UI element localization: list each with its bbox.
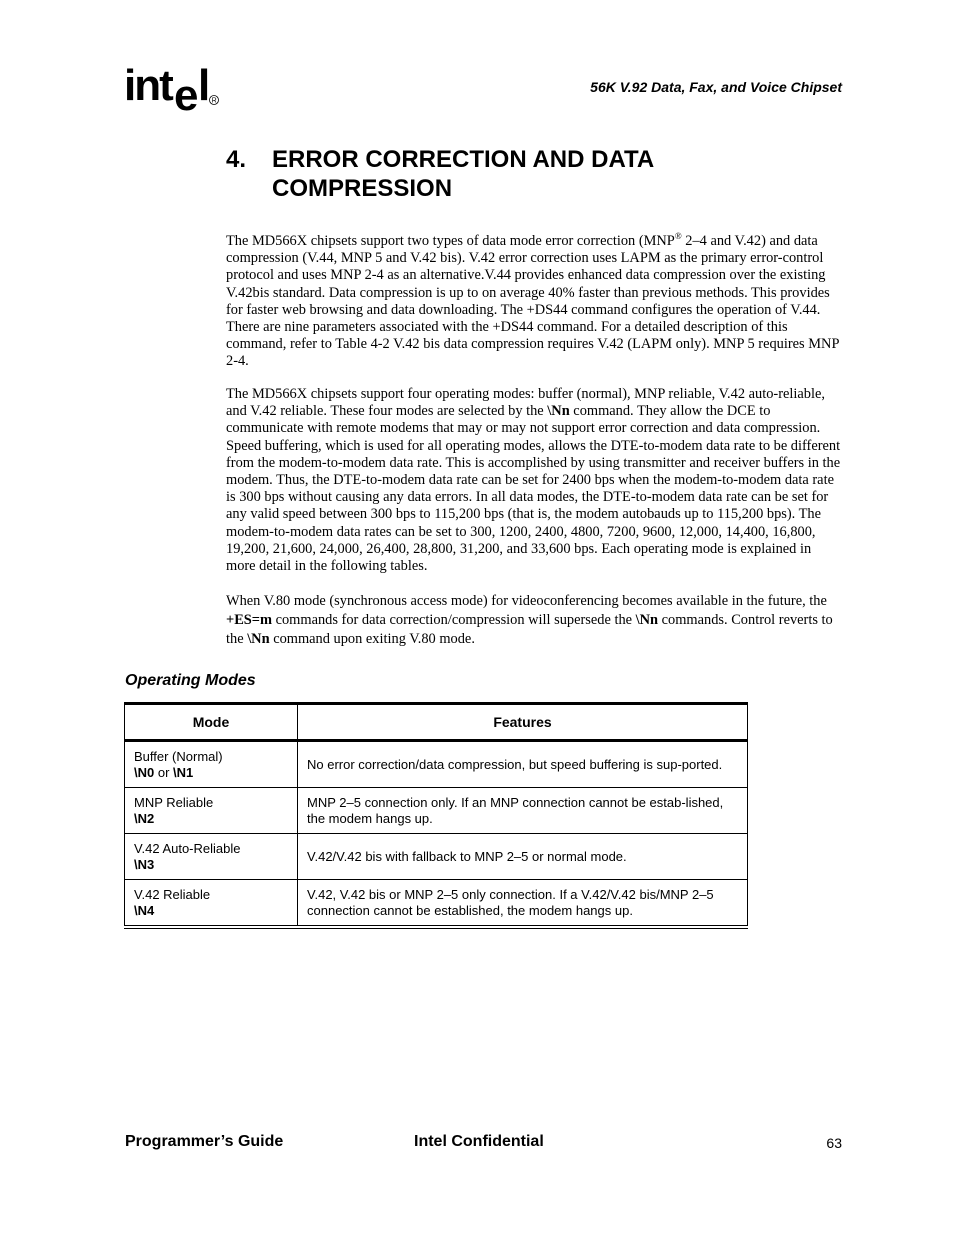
mode-name: V.42 Reliable	[134, 886, 211, 902]
paragraph-text: The MD566X chipsets support four operating modes: buffer (normal), MNP reliable, V.42 auto-reliable, and V.42 reliable. These four modes are selected by the	[226, 386, 825, 420]
paragraph-error-correction	[226, 233, 842, 371]
mode-cell	[125, 741, 298, 788]
paragraph-operating-modes	[226, 386, 842, 575]
mode-command: \N2	[134, 810, 155, 826]
registered-mark: ®	[674, 231, 682, 241]
table-row	[125, 788, 748, 834]
table-row	[125, 834, 748, 880]
mode-command: \N1	[173, 764, 194, 780]
footer-guide-title: Programmer’s Guide	[125, 1133, 284, 1150]
command-code: \Nn	[547, 403, 570, 420]
svg-text:l: l	[198, 61, 211, 110]
command-code: \Nn	[635, 612, 659, 628]
mode-name: V.42 Auto-Reliable	[134, 840, 241, 856]
features-cell: MNP 2–5 connection only. If an MNP connection cannot be estab-lished, the modem hangs up.	[298, 788, 748, 834]
mode-name: MNP Reliable	[134, 794, 214, 810]
paragraph-text: command. They allow the DCE to communicate with remote modems that may or may not support error correction and data compression. Speed buffering, which is used for all operating modes, allows the DTE-to-modem data rate to be different from the modem-to-modem data rate. This is accomplished by using transmitter and receiver buffers in the modem. Thus, the DTE-to-modem data rate can be set for 2400 bps when the modem-to-modem data rate is 300 bps without causing any data errors. In all data modes, the DTE-to-modem data rate can be set for any valid speed between 300 bps to 115,200 bps (that is, the modem autobauds up to 115,200 bps). The modem-to-modem data rates can be set to 300, 1200, 2400, 4800, 7200, 9600, 12,000, 14,400, 16,800, 19,200, 21,600, 24,000, 26,400, 28,800, 31,200, and 33,600 bps. Each operating mode is explained in more detail in the following tables.	[226, 403, 841, 575]
mode-cell	[125, 834, 298, 880]
page-number: 63	[826, 1135, 842, 1151]
command-code: +ES=m	[226, 612, 272, 628]
paragraph-text: commands. Control reverts to the	[226, 612, 833, 647]
command-join: or	[154, 764, 174, 780]
svg-text:int: int	[124, 61, 172, 110]
running-head: 56K V.92 Data, Fax, and Voice Chipset	[590, 79, 842, 95]
table-caption: Operating Modes	[125, 672, 256, 689]
paragraph-v80-mode	[226, 592, 842, 649]
features-cell: V.42, V.42 bis or MNP 2–5 only connection. If a V.42/V.42 bis/MNP 2–5 connection cannot be established, the modem hangs up.	[298, 880, 748, 928]
features-cell: No error correction/data compression, but speed buffering is sup-ported.	[298, 741, 748, 788]
chapter-number: 4.	[226, 146, 247, 173]
column-header-mode: Mode	[125, 704, 298, 741]
table-row	[125, 741, 748, 788]
table-row	[125, 880, 748, 928]
paragraph-text: When V.80 mode (synchronous access mode) for videoconferencing becomes available in the future, the	[226, 593, 827, 609]
paragraph-text: command upon exiting V.80 mode.	[269, 631, 475, 647]
mode-name: Buffer (Normal)	[134, 748, 223, 764]
mode-cell	[125, 788, 298, 834]
command-code: \Nn	[247, 631, 270, 647]
mode-command: \N0	[134, 764, 155, 780]
column-header-features: Features	[298, 704, 748, 741]
mode-command: \N4	[134, 902, 155, 918]
operating-modes-table	[124, 702, 748, 929]
table-header-row	[125, 704, 748, 741]
svg-text:e: e	[174, 71, 199, 118]
features-cell: V.42/V.42 bis with fallback to MNP 2–5 or normal mode.	[298, 834, 748, 880]
paragraph-text: 2–4 and V.42) and data compression (V.44, MNP 5 and V.42 bis). V.42 error correction uses LAPM as the primary error-control protocol and uses MNP 2-4 as an alternative.V.44 provides enhanced data compression over the existing V.42bis standard. Data compression is up to on average 40% faster than previous methods. This provides for faster web browsing and data downloading. The +DS44 command configures the operation of V.44. There are nine parameters associated with the +DS44 command. For a detailed description of this command, refer to Table 4-2 V.42 bis data compression requires V.42 (LAPM only). MNP 5 requires MNP 2-4.	[226, 233, 839, 370]
svg-text:R: R	[211, 97, 217, 105]
chapter-heading	[226, 145, 786, 203]
paragraph-text: commands for data correction/compression will supersede the	[272, 612, 636, 628]
paragraph-text: The MD566X chipsets support two types of data mode error correction (MNP	[226, 233, 675, 249]
intel-logo	[124, 60, 224, 118]
footer-confidential: Intel Confidential	[414, 1133, 544, 1150]
chapter-title: ERROR CORRECTION AND DATA COMPRESSION	[272, 146, 654, 202]
mode-cell	[125, 880, 298, 928]
mode-command: \N3	[134, 856, 155, 872]
